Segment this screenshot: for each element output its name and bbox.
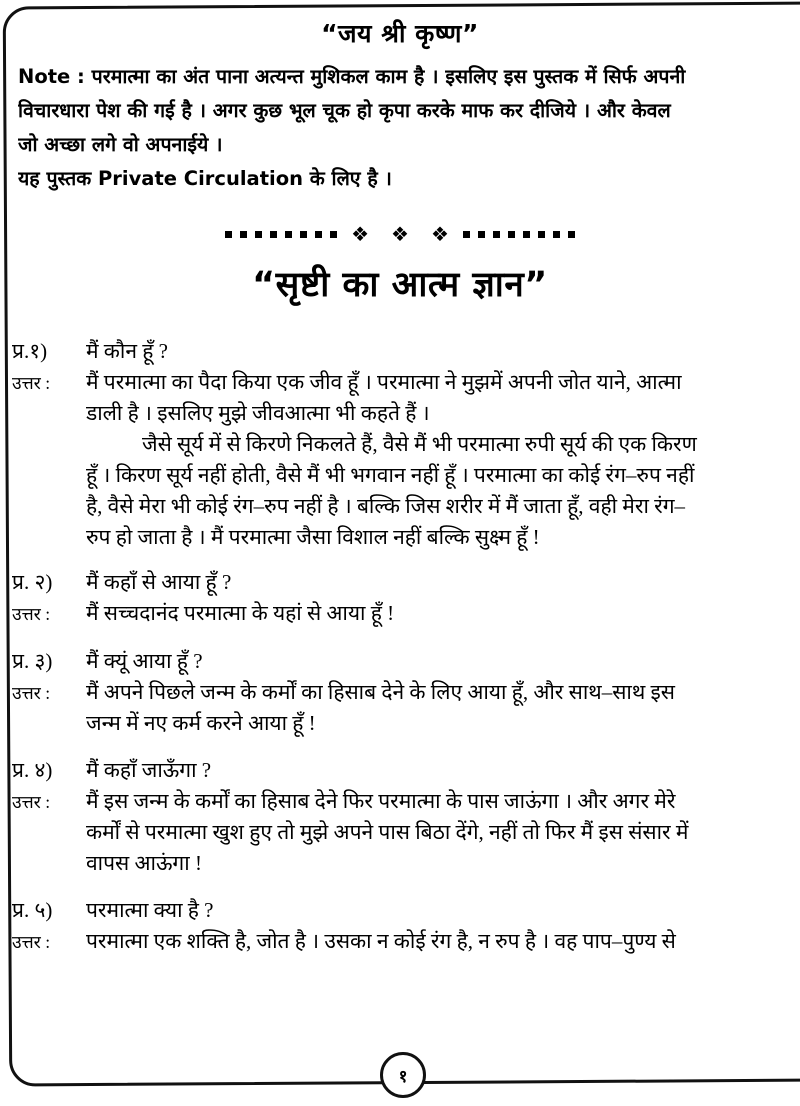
divider-square: [330, 231, 337, 238]
question-text: परमात्मा क्या है ?: [86, 898, 214, 922]
answer-label: उत्तर :: [12, 373, 51, 393]
note-line: यह पुस्तक Private Circulation के लिए है ।: [18, 167, 392, 190]
note-block: [18, 60, 790, 196]
divider-squares-right: [463, 231, 575, 238]
question-number: प्र.१): [12, 339, 48, 363]
qa-item: [12, 755, 800, 879]
page-header-title: “जय श्री कृष्ण”: [321, 19, 479, 48]
divider-square: [225, 231, 232, 238]
answer-body: [86, 677, 800, 739]
question-text: मैं कहाँ से आया हूँ ?: [86, 570, 232, 594]
divider-diamonds: [351, 224, 449, 244]
answer-body: [86, 926, 800, 957]
divider-square: [508, 231, 515, 238]
question-text: मैं क्यूं आया हूँ ?: [86, 649, 203, 673]
answer-body: [86, 598, 800, 629]
qa-item: [12, 895, 800, 958]
answer-line: मैं अपने पिछले जन्म के कर्मों का हिसाब देने के लिए आया हूँ, और साथ–साथ इस: [86, 680, 676, 704]
diamond-ornament-icon: ❖: [351, 222, 370, 246]
answer-label: उत्तर :: [12, 792, 51, 812]
question-row: [12, 895, 800, 926]
question-number: प्र. ३): [12, 649, 53, 673]
answer-row: [12, 786, 800, 879]
note-line: जो अच्छा लगे वो अपनाईये ।: [18, 133, 223, 156]
answer-label: उत्तर :: [12, 683, 51, 703]
ornamental-divider: [0, 224, 800, 244]
question-row: [12, 755, 800, 786]
answer-line: वापस आऊंगा !: [86, 851, 202, 875]
question-text: मैं कहाँ जाऊँगा ?: [86, 758, 212, 782]
divider-square: [285, 231, 292, 238]
divider-square: [568, 231, 575, 238]
divider-square: [270, 231, 277, 238]
qa-item: [12, 567, 800, 630]
answer-body: [86, 367, 800, 553]
question-row: [12, 646, 800, 677]
answer-line: मैं परमात्मा का पैदा किया एक जीव हूँ । परमात्मा ने मुझमें अपनी जोत याने, आत्मा: [86, 370, 682, 394]
divider-square: [255, 231, 262, 238]
diamond-ornament-icon: ❖: [430, 222, 449, 246]
note-line: Note : परमात्मा का अंत पाना अत्यन्त मुशिकल काम है । इसलिए इस पुस्तक में सिर्फ अपनी: [18, 65, 686, 88]
divider-square: [300, 231, 307, 238]
diamond-ornament-icon: ❖: [391, 222, 409, 246]
main-heading: “सृष्टी का आत्म ज्ञान”: [252, 265, 548, 305]
answer-line: मैं सच्चदानंद परमात्मा के यहां से आया हूँ !: [86, 601, 395, 625]
question-number: प्र. ५): [12, 898, 53, 922]
answer-line: डाली है । इसलिए मुझे जीवआत्मा भी कहते हैं ।: [86, 401, 430, 425]
answer-line: परमात्मा एक शक्ति है, जोत है । उसका न कोई रंग है, न रुप है । वह पाप–पुण्य से: [86, 929, 676, 953]
answer-row: [12, 677, 800, 739]
answer-line: कर्मों से परमात्मा खुश हुए तो मुझे अपने पास बिठा देंगे, नहीं तो फिर मैं इस संसार में: [86, 820, 689, 844]
divider-square: [538, 231, 545, 238]
question-row: [12, 336, 800, 367]
divider-square: [493, 231, 500, 238]
note-line: विचारधारा पेश की गई है । अगर कुछ भूल चूक हो कृपा करके माफ कर दीजिये । और केवल: [18, 99, 671, 122]
answer-line: जन्म में नए कर्म करने आया हूँ !: [86, 711, 316, 735]
answer-row: [12, 367, 800, 553]
question-number: प्र. २): [12, 570, 53, 594]
divider-square: [523, 231, 530, 238]
divider-square: [478, 231, 485, 238]
answer-line: जैसे सूर्य में से किरणे निकलते हैं, वैसे मैं भी परमात्मा रुपी सूर्य की एक किरण: [142, 432, 697, 456]
divider-square: [315, 231, 322, 238]
qa-item: [12, 336, 800, 553]
question-row: [12, 567, 800, 598]
answer-line: है, वैसे मेरा भी कोई रंग–रुप नहीं है । बल्कि जिस शरीर में मैं जाता हूँ, वही मेरा रंग–: [86, 494, 686, 518]
page-number-badge: १: [380, 1052, 426, 1098]
divider-square: [553, 231, 560, 238]
answer-label: उत्तर :: [12, 604, 51, 624]
divider-square: [240, 231, 247, 238]
answer-line: मैं इस जन्म के कर्मों का हिसाब देने फिर परमात्मा के पास जाऊंगा । और अगर मेरे: [86, 789, 676, 813]
divider-squares-left: [225, 231, 337, 238]
answer-line: रुप हो जाता है । मैं परमात्मा जैसा विशाल नहीं बल्कि सुक्ष्म हूँ !: [86, 525, 540, 549]
answer-row: [12, 926, 800, 958]
qa-list: [12, 336, 800, 967]
question-text: मैं कौन हूँ ?: [86, 339, 169, 363]
answer-row: [12, 598, 800, 630]
qa-item: [12, 646, 800, 739]
divider-square: [463, 231, 470, 238]
answer-label: उत्तर :: [12, 932, 51, 952]
answer-body: [86, 786, 800, 879]
question-number: प्र. ४): [12, 758, 53, 782]
answer-line: हूँ । किरण सूर्य नहीं होती, वैसे मैं भी भगवान नहीं हूँ । परमात्मा का कोई रंग–रुप नहीं: [86, 463, 695, 487]
